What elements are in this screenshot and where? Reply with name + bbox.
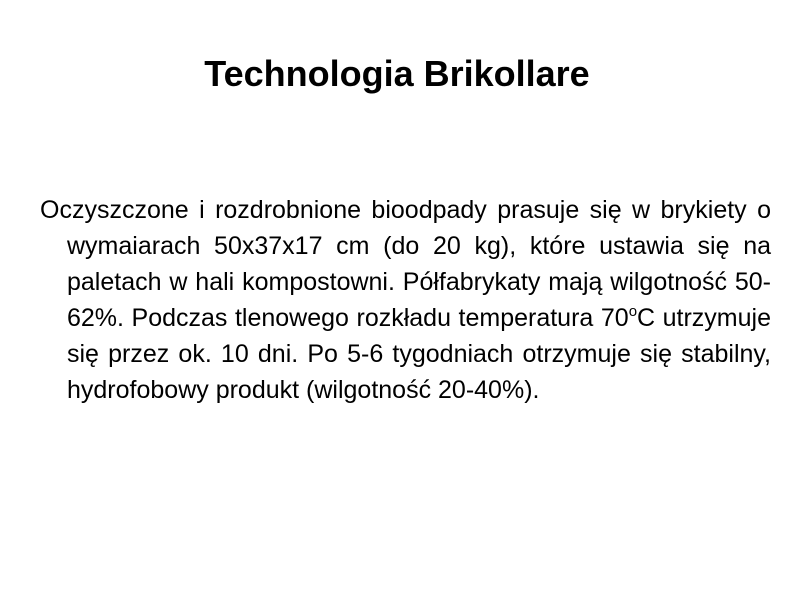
degree-superscript: o xyxy=(628,303,638,320)
body-text-part-2: C utrzymuje się przez ok. 10 dni. Po 5-6 tygodniach otrzymuje się stabilny, hydrofobowy produkt (wilgotność 20-40%). xyxy=(67,304,771,404)
body-text-part-1: Oczyszczone i rozdrobnione bioodpady prasuje się w brykiety o wymaiarach 50x37x17 cm (do 20 kg), które ustawia się na paletach w hali kompostowni. Półfabrykaty mają wilgotność 50-62%. Podczas tlenowego rozkładu temperatura 70 xyxy=(40,196,771,332)
slide-title: Technologia Brikollare xyxy=(204,53,590,94)
slide-body-paragraph xyxy=(40,192,771,408)
